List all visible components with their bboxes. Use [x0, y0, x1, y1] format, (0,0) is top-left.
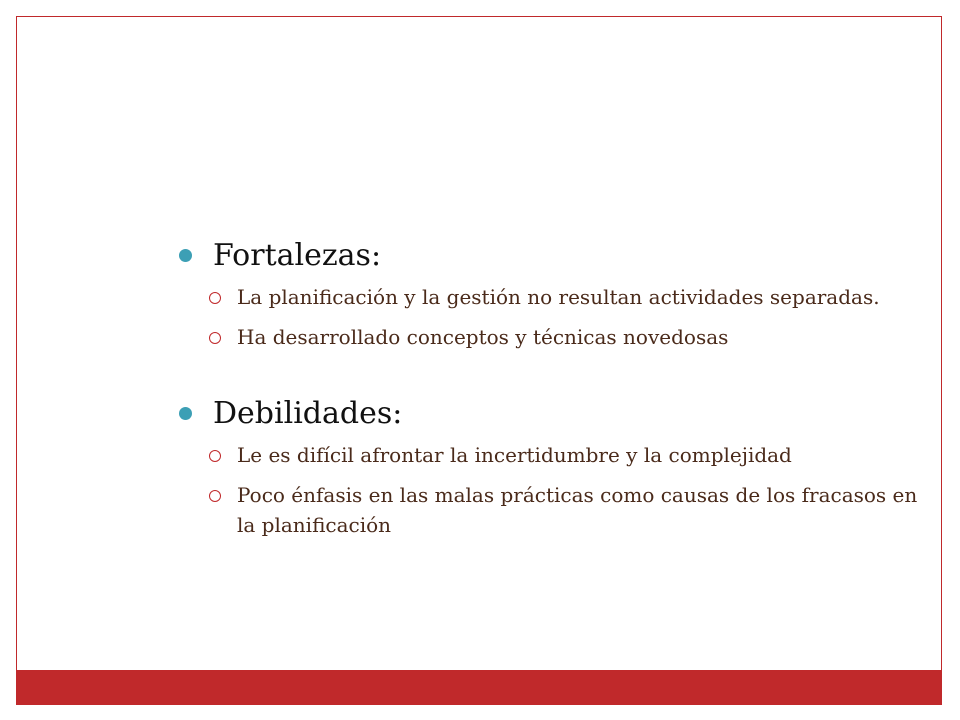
list-item — [209, 440, 939, 470]
hollow-circle-bullet-icon — [209, 450, 221, 462]
section-heading: Debilidades: — [213, 395, 403, 431]
list-item-text: La planificación y la gestión no resultan actividades separadas. — [237, 285, 880, 309]
heading-row — [179, 392, 939, 434]
slide-frame — [16, 16, 942, 705]
slide-content — [179, 234, 939, 550]
hollow-circle-bullet-icon — [209, 332, 221, 344]
list-item — [209, 282, 939, 312]
list-item-text: Poco énfasis en las malas prácticas como causas de los fracasos en la planificación — [237, 483, 918, 537]
bullet-list — [179, 282, 939, 352]
list-item-text: Le es difícil afrontar la incertidumbre y la complejidad — [237, 443, 792, 467]
filled-circle-bullet-icon — [179, 407, 192, 420]
hollow-circle-bullet-icon — [209, 490, 221, 502]
section-fortalezas — [179, 234, 939, 352]
footer-bar — [17, 670, 941, 704]
list-item — [209, 480, 939, 540]
filled-circle-bullet-icon — [179, 249, 192, 262]
bullet-list — [179, 440, 939, 540]
hollow-circle-bullet-icon — [209, 292, 221, 304]
heading-row — [179, 234, 939, 276]
list-item — [209, 322, 939, 352]
section-debilidades — [179, 392, 939, 540]
list-item-text: Ha desarrollado conceptos y técnicas novedosas — [237, 325, 729, 349]
section-heading: Fortalezas: — [213, 237, 382, 273]
